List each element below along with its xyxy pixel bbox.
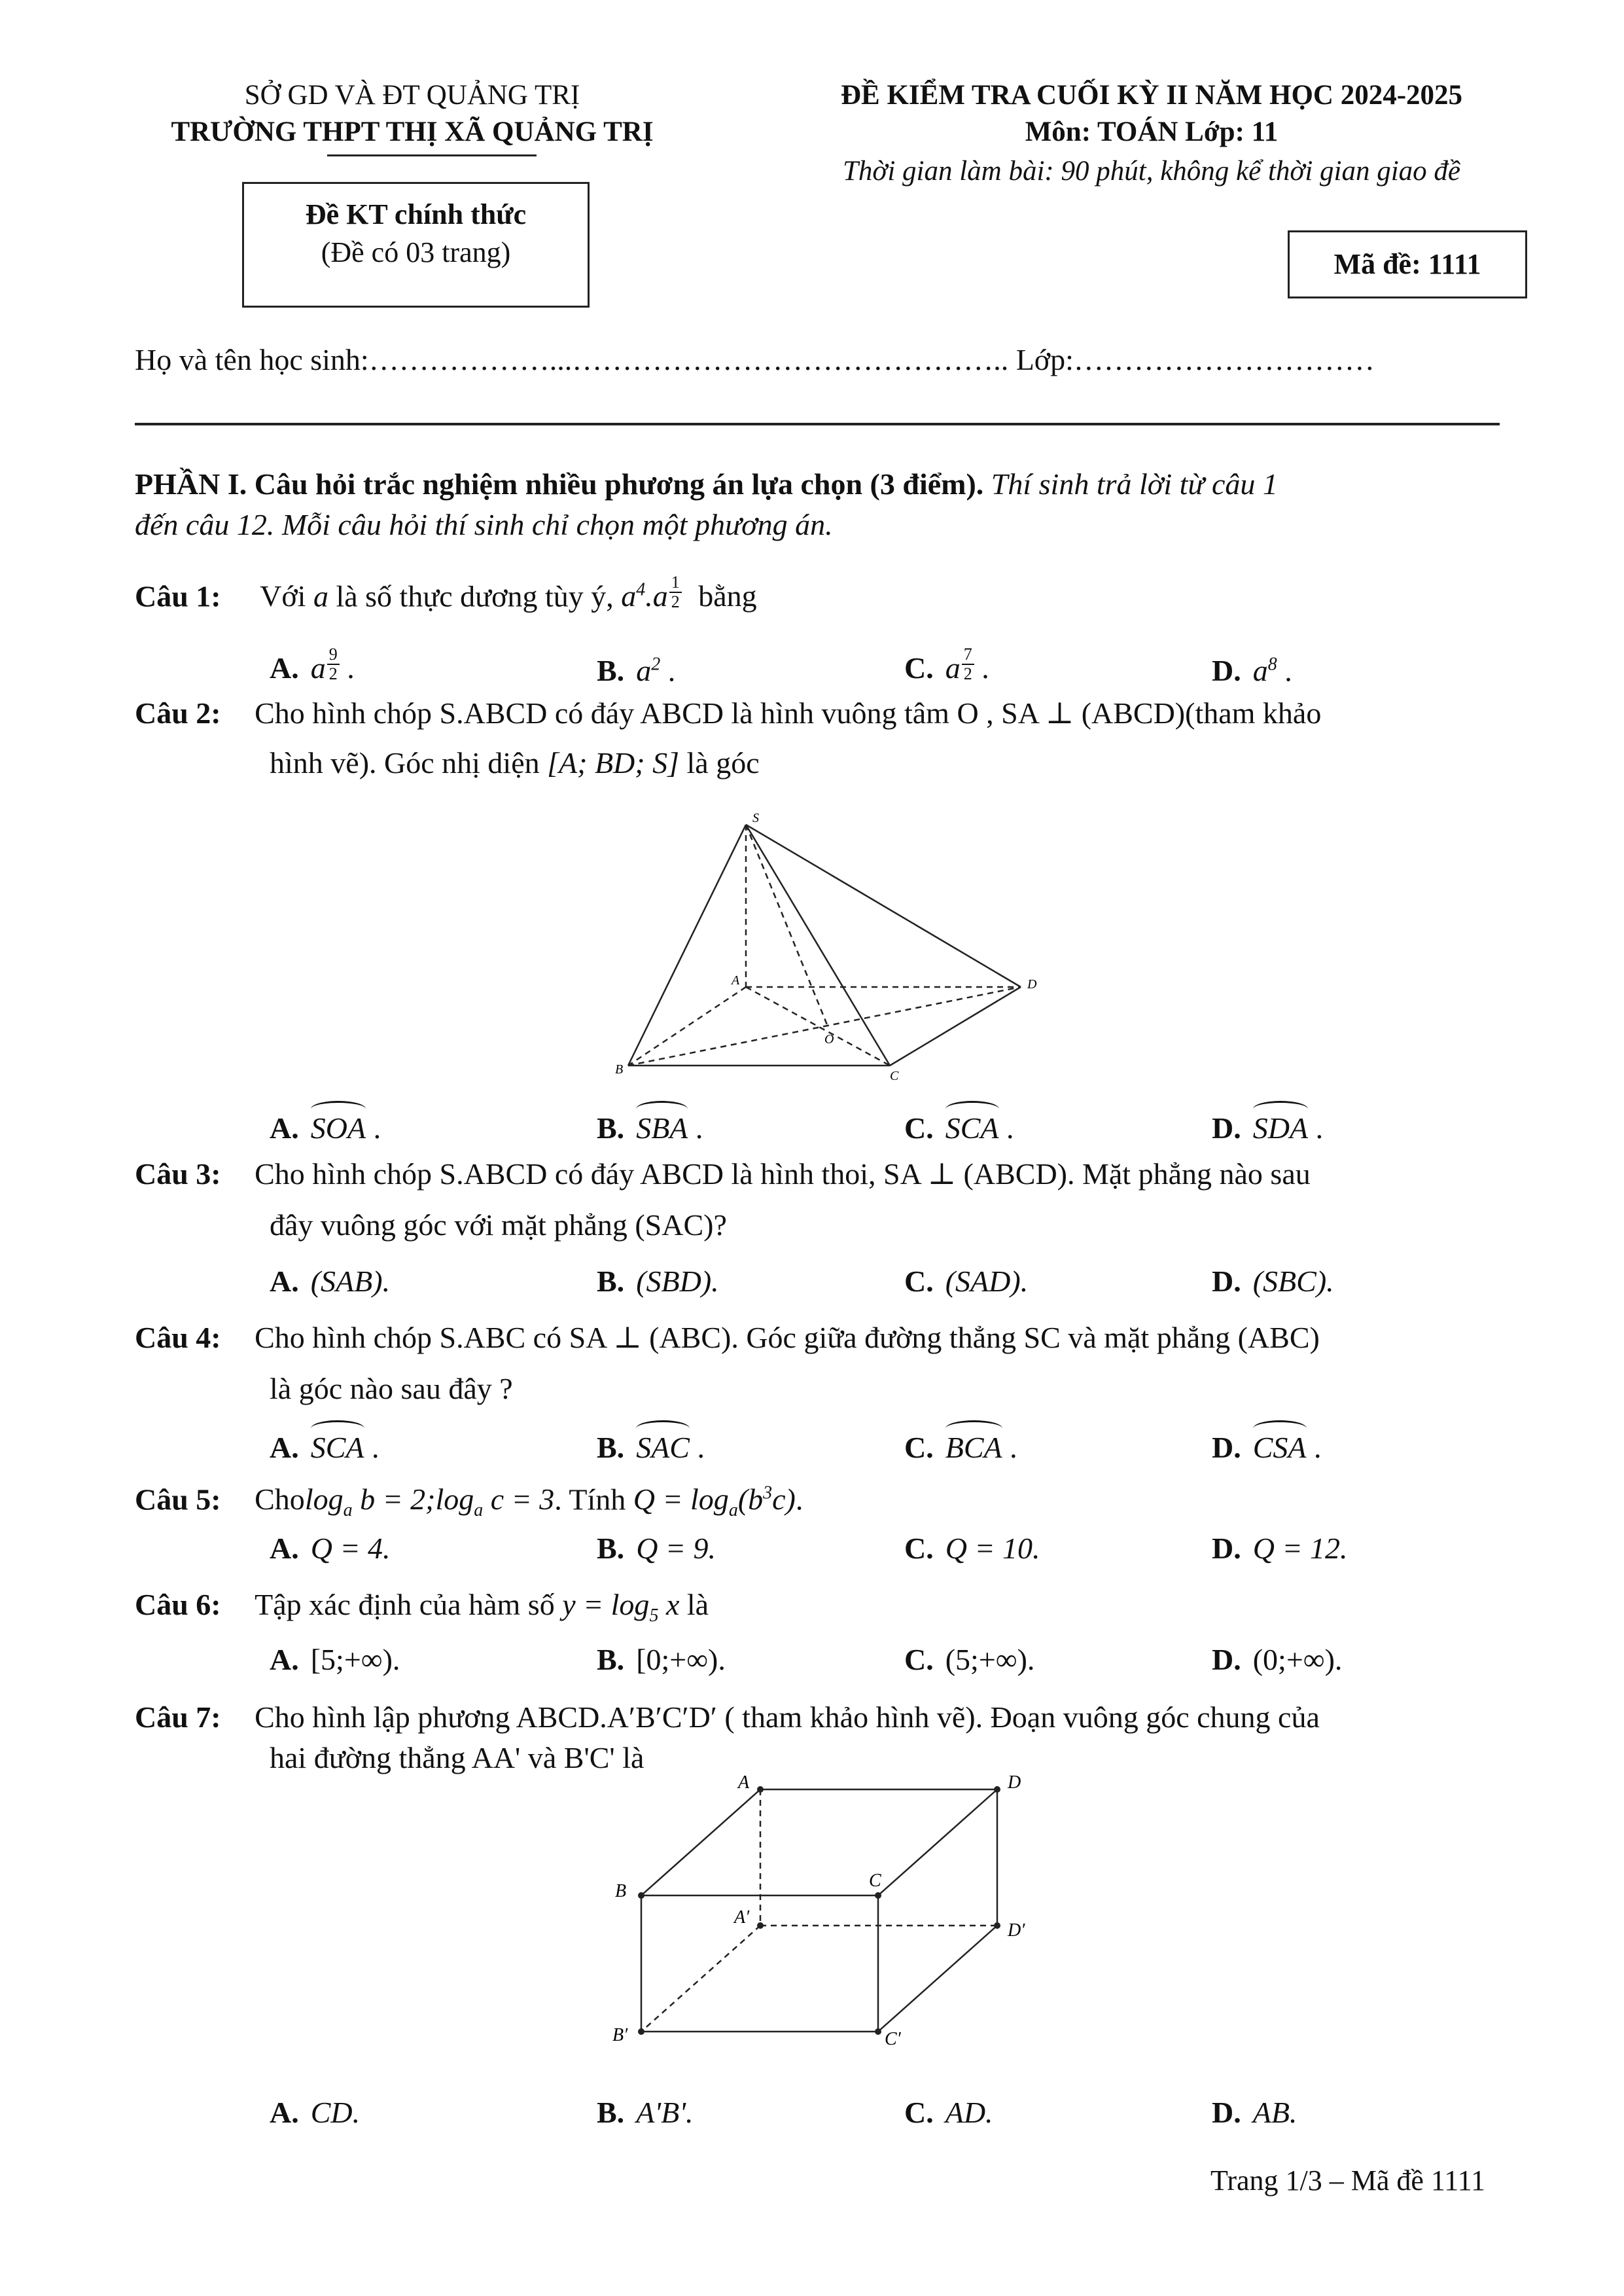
label-B: B <box>615 1062 624 1077</box>
label-B: B <box>615 1881 627 1901</box>
official-box <box>242 182 590 308</box>
label-D: D <box>1027 977 1037 992</box>
subject-line: Môn: TOÁN Lớp: 11 <box>1025 117 1279 147</box>
exam-title: ĐỀ KIỂM TRA CUỐI KỲ II NĂM HỌC 2024-2025 <box>840 80 1463 111</box>
q2-line2: hình vẽ). Góc nhị diện [A; BD; S] là góc <box>270 746 760 780</box>
label-A-prime: A′ <box>734 1907 750 1928</box>
q3-option-a[interactable]: A. (SAB). <box>270 1265 391 1298</box>
q1-option-d[interactable]: D. $a^8$ . <box>1212 654 1292 688</box>
label-S: S <box>752 811 759 825</box>
q7-option-b[interactable]: B. A'B'. <box>597 2096 694 2129</box>
q4-option-a[interactable]: A. SCA . <box>270 1419 380 1467</box>
q3-option-d[interactable]: D. (SBC). <box>1212 1265 1334 1298</box>
q5-label: Câu 5: <box>135 1482 221 1516</box>
q6-label: Câu 6: <box>135 1588 221 1621</box>
question-2 <box>135 694 1321 733</box>
label-A: A <box>732 973 740 988</box>
section-instructions: đến câu 12. Mỗi câu hỏi thí sinh chỉ chọn một phương án. <box>135 508 833 541</box>
label-B-prime: B′ <box>612 2025 628 2045</box>
q2-option-c[interactable]: C. SCA . <box>904 1100 1014 1148</box>
section-title <box>135 465 1278 504</box>
label-A: A <box>738 1772 750 1793</box>
q7-option-a[interactable]: A. CD. <box>270 2096 361 2129</box>
official-line2: (Đề có 03 trang) <box>321 236 511 268</box>
q6-option-d[interactable]: D. (0;+∞). <box>1212 1643 1343 1676</box>
student-info-line: Họ và tên học sinh:………………...…………………………………….. Lớp:………………………… <box>135 343 1375 376</box>
q2-option-a[interactable]: A. SOA . <box>270 1100 381 1148</box>
official-line1: Đề KT chính thức <box>305 198 527 230</box>
label-D: D <box>1008 1772 1021 1793</box>
exam-code-box: Mã đề: 1111 <box>1288 230 1527 298</box>
q5-option-d[interactable]: D. Q = 12. <box>1212 1532 1348 1565</box>
q4-option-c[interactable]: C. BCA . <box>904 1419 1017 1467</box>
q4-line2: là góc nào sau đây ? <box>270 1372 513 1405</box>
header-divider <box>135 423 1500 425</box>
q5-option-b[interactable]: B. Q = 9. <box>597 1532 716 1565</box>
label-C: C <box>869 1871 881 1891</box>
question-3: Câu 3: Cho hình chóp S.ABCD có đáy ABCD là hình thoi, SA ⊥ (ABCD). Mặt phẳng nào sau <box>135 1157 1311 1191</box>
q1-option-a[interactable]: A. a $\frac{9}{2}$ . <box>270 645 355 685</box>
question-6: Câu 6: Tập xác định của hàm số $y = \log_5 x$ là <box>135 1588 709 1626</box>
dept-name: SỞ GD VÀ ĐT QUẢNG TRỊ <box>244 80 580 111</box>
q4-option-d[interactable]: D. CSA . <box>1212 1419 1322 1467</box>
q3-line2: đây vuông góc với mặt phẳng (SAC)? <box>270 1208 727 1242</box>
school-name: TRƯỜNG THPT THỊ XÃ QUẢNG TRỊ <box>171 117 654 147</box>
question-4: Câu 4: Cho hình chóp S.ABC có SA ⊥ (ABC). Góc giữa đường thẳng SC và mặt phẳng (ABC) <box>135 1321 1320 1354</box>
q6-option-b[interactable]: B. [0;+∞). <box>597 1643 726 1676</box>
q1-option-b[interactable]: B. $a^2$ . <box>597 654 676 688</box>
q4-label: Câu 4: <box>135 1321 221 1354</box>
q7-option-d[interactable]: D. AB. <box>1212 2096 1297 2129</box>
cube-figure <box>609 1771 1053 2059</box>
page-footer: Trang 1/3 – Mã đề 1111 <box>1210 2164 1486 2197</box>
label-O: O <box>824 1032 834 1047</box>
q1-exponent: $\frac{1}{2}$ <box>669 573 682 611</box>
q2-option-b[interactable]: B. SBA . <box>597 1100 703 1148</box>
school-underline <box>327 154 537 156</box>
q6-option-c[interactable]: C. (5;+∞). <box>904 1643 1035 1676</box>
section-title-bold: PHẦN I. Câu hỏi trắc nghiệm nhiều phương án lựa chọn (3 điểm). <box>135 467 984 501</box>
q3-option-b[interactable]: B. (SBD). <box>597 1265 719 1298</box>
q4-option-b[interactable]: B. SAC . <box>597 1419 705 1467</box>
q7-option-c[interactable]: C. AD. <box>904 2096 993 2129</box>
q1-label: Câu 1: <box>135 579 221 613</box>
question-7: Câu 7: Cho hình lập phương ABCD.A′B′C′D′ ( tham khảo hình vẽ). Đoạn vuông góc chung của <box>135 1700 1320 1734</box>
q2-option-d[interactable]: D. SDA . <box>1212 1100 1323 1148</box>
question-1: Câu 1: Với a là số thực dương tùy ý, $a^4.a$ $\frac{1}{2}$ bằng <box>135 573 757 613</box>
q2-label: Câu 2: <box>135 696 221 730</box>
time-line: Thời gian làm bài: 90 phút, không kể thời gian giao đề <box>842 156 1461 187</box>
q6-option-a[interactable]: A. [5;+∞). <box>270 1643 400 1676</box>
label-D-prime: D′ <box>1008 1920 1025 1941</box>
q3-option-c[interactable]: C. (SAD). <box>904 1265 1029 1298</box>
q5-option-a[interactable]: A. Q = 4. <box>270 1532 391 1565</box>
section-title-italic: Thí sinh trả lời từ câu 1 <box>983 467 1278 501</box>
q7-line2: hai đường thẳng AA' và B'C' là <box>270 1741 644 1774</box>
pyramid-figure <box>615 810 1047 1092</box>
question-5: Câu 5: Cholog$_a$ $b = 2;\log_a$ c = 3. Tính $Q = \log_a(b^3c)$. <box>135 1482 803 1521</box>
q1-option-c[interactable]: C. a $\frac{7}{2}$ . <box>904 645 989 685</box>
q5-option-c[interactable]: C. Q = 10. <box>904 1532 1040 1565</box>
q7-label: Câu 7: <box>135 1700 221 1734</box>
q2-line1: Cho hình chóp S.ABCD có đáy ABCD là hình vuông tâm O , SA ⊥ (ABCD)(tham khảo <box>255 696 1322 730</box>
label-C: C <box>890 1069 899 1083</box>
label-C-prime: C′ <box>885 2029 901 2049</box>
q3-label: Câu 3: <box>135 1157 221 1191</box>
